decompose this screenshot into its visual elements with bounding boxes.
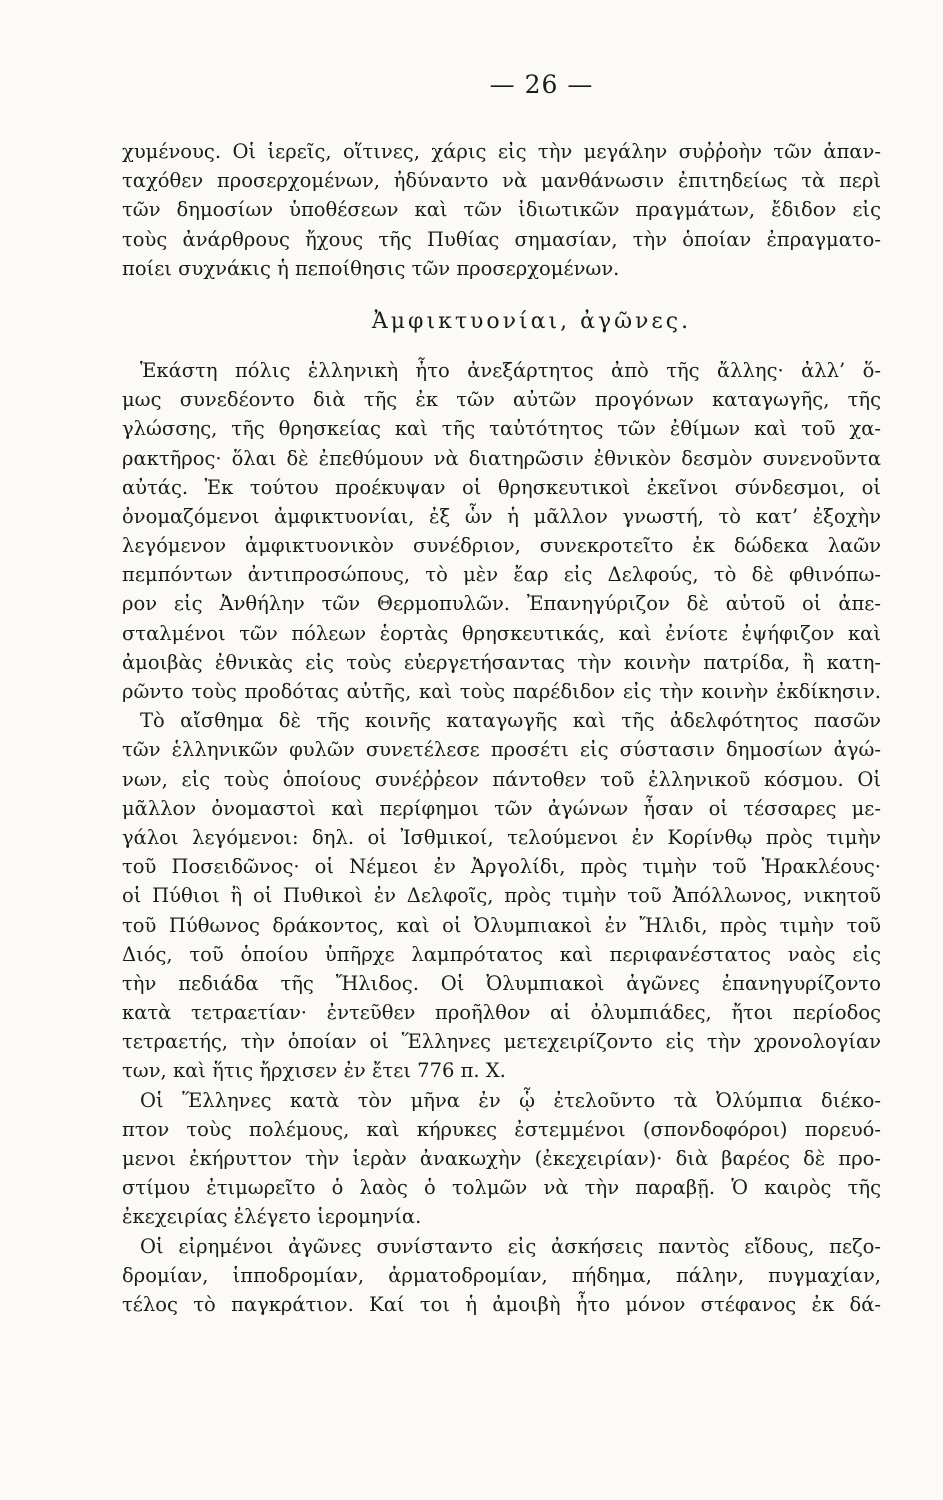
text-line: Διός, τοῦ ὁποίου ὑπῆρχε λαμπρότατος καὶ περιφανέστατος ναὸς εἰς (122, 942, 881, 966)
section-heading: Ἀμφικτυονίαι, ἀγῶνες. (371, 308, 692, 334)
text-line: χυμένους. Οἱ ἱερεῖς, οἵτινες, χάρις εἰς τὴν μεγάλην συῤῥοὴν τῶν ἁπαν- (122, 140, 881, 163)
text-line: σταλμένοι τῶν πόλεων ἑορτὰς θρησκευτικάς, καὶ ἐνίοτε ἐψήφιζον καὶ (122, 621, 881, 645)
text-line: τὴν πεδιάδα τῆς Ἤλιδος. Οἱ Ὀλυμπιακοὶ ἀγῶνες ἐπανηγυρίζοντο (122, 971, 881, 995)
text-line: κατὰ τετραετίαν· ἐντεῦθεν προῆλθον αἱ ὀλυμπιάδες, ἤτοι περίοδος (122, 1001, 881, 1025)
text-line: πεμπόντων ἀντιπροσώπους, τὸ μὲν ἔαρ εἰς Δελφούς, τὸ δὲ φθινόπω- (122, 563, 881, 587)
text-line: Οἱ Ἕλληνες κατὰ τὸν μῆνα ἐν ᾧ ἐτελοῦντο τὰ Ὀλύμπια διέκο- (140, 1088, 881, 1112)
text-line: τετραετής, τὴν ὁποίαν οἱ Ἕλληνες μετεχειρίζοντο εἰς τὴν χρονολογίαν (122, 1030, 881, 1054)
text-line: πτον τοὺς πολέμους, καὶ κήρυκες ἐστεμμένοι (σπονδοφόροι) πορευό- (122, 1117, 881, 1141)
text-line: ἀμοιβὰς ἐθνικὰς εἰς τοὺς εὐεργετήσαντας τὴν κοινὴν πατρίδα, ἢ κατη- (122, 650, 881, 674)
text-line: μᾶλλον ὀνομαστοὶ καὶ περίφημοι τῶν ἀγώνων ἦσαν οἱ τέσσαρες με- (122, 796, 881, 820)
text-line: γλώσσης, τῆς θρησκείας καὶ τῆς ταὐτότητος τῶν ἐθίμων καὶ τοῦ χα- (122, 417, 881, 441)
text-line: μως συνεδέοντο διὰ τῆς ἐκ τῶν αὐτῶν προγόνων καταγωγῆς, τῆς (122, 388, 881, 412)
text-line: ταχόθεν προσερχομένων, ἠδύναντο νὰ μανθάνωσιν ἐπιτηδείως τὰ περὶ (122, 169, 881, 193)
text-line: τῶν δημοσίων ὑποθέσεων καὶ τῶν ἰδιωτικῶν πραγμάτων, ἔδιδον εἰς (122, 198, 881, 222)
text-line: Τὸ αἴσθημα δὲ τῆς κοινῆς καταγωγῆς καὶ τῆς ἀδελφότητος πασῶν (140, 709, 881, 733)
page-number: — 26 — (489, 70, 594, 99)
text-line: τῶν ἑλληνικῶν φυλῶν συνετέλεσε προσέτι εἰς σύστασιν δημοσίων ἀγώ- (122, 738, 881, 762)
text-line: τοὺς ἀνάρθρους ἤχους τῆς Πυθίας σημασίαν, τὴν ὁποίαν ἐπραγματο- (122, 227, 881, 251)
text-line: οἱ Πύθιοι ἢ οἱ Πυθικοὶ ἐν Δελφοῖς, πρὸς τιμὴν τοῦ Ἀπόλλωνος, νικητοῦ (122, 884, 881, 908)
text-line: ποίει συχνάκις ἡ πεποίθησις τῶν προσερχομένων. (122, 256, 620, 280)
text-line: Ἑκάστη πόλις ἑλληνικὴ ἦτο ἀνεξάρτητος ἀπὸ τῆς ἄλλης· ἀλλ’ ὅ- (140, 358, 881, 382)
text-line: μενοι ἐκήρυττον τὴν ἱερὰν ἀνακωχὴν (ἐκεχειρίαν)· διὰ βαρέος δὲ προ- (122, 1147, 881, 1170)
text-line: ρακτῆρος· ὅλαι δὲ ἐπεθύμουν νὰ διατηρῶσιν ἐθνικὸν δεσμὸν συνενοῦντα (122, 446, 881, 470)
text-line: αὐτάς. Ἐκ τούτου προέκυψαν οἱ θρησκευτικοὶ ἐκεῖνοι σύνδεσμοι, οἱ (122, 475, 881, 499)
paragraph-games (122, 706, 881, 1085)
paragraph-oracle (122, 137, 881, 283)
paragraph-truce (122, 1086, 881, 1232)
text-line: λεγόμενον ἀμφικτυονικὸν συνέδριον, συνεκροτεῖτο ἐκ δώδεκα λαῶν (122, 534, 881, 558)
text-line: Οἱ εἰρημένοι ἀγῶνες συνίσταντο εἰς ἀσκήσεις παντὸς εἴδους, πεζο- (140, 1234, 881, 1258)
text-line: ὀνομαζόμενοι ἀμφικτυονίαι, ἐξ ὧν ἡ μᾶλλον γνωστή, τὸ κατ’ ἐξοχὴν (122, 504, 881, 528)
text-line: τέλος τὸ παγκράτιον. Καί τοι ἡ ἀμοιβὴ ἦτο μόνον στέφανος ἐκ δά- (122, 1292, 881, 1316)
text-line: τοῦ Ποσειδῶνος· οἱ Νέμεοι ἐν Ἀργολίδι, πρὸς τιμὴν τοῦ Ἡρακλέους· (122, 855, 881, 879)
text-line: ἐκεχειρίας ἐλέγετο ἱερομηνία. (122, 1205, 422, 1229)
text-line: δρομίαν, ἱπποδρομίαν, ἁρματοδρομίαν, πήδημα, πάλην, πυγμαχίαν, (122, 1263, 881, 1287)
paragraph-contests (122, 1232, 881, 1320)
text-line: γάλοι λεγόμενοι: δηλ. οἱ Ἰσθμικοί, τελούμενοι ἐν Κορίνθῳ πρὸς τιμὴν (122, 825, 881, 849)
text-line: νων, εἰς τοὺς ὁποίους συνέῤῥεον πάντοθεν τοῦ ἑλληνικοῦ κόσμου. Οἱ (122, 767, 881, 791)
text-line: ρον εἰς Ἀνθήλην τῶν Θερμοπυλῶν. Ἐπανηγύριζον δὲ αὐτοῦ οἱ ἀπε- (122, 592, 881, 616)
text-line: τοῦ Πύθωνος δράκοντος, καὶ οἱ Ὀλυμπιακοὶ ἐν Ἤλιδι, πρὸς τιμὴν τοῦ (122, 913, 881, 937)
text-line: στίμου ἐτιμωρεῖτο ὁ λαὸς ὁ τολμῶν νὰ τὴν παραβῇ. Ὁ καιρὸς τῆς (122, 1176, 881, 1200)
text-line: των, καὶ ἥτις ἤρχισεν ἐν ἔτει 776 π. Χ. (122, 1059, 506, 1083)
paragraph-amphictyonies (122, 356, 881, 706)
text-line: ρῶντο τοὺς προδότας αὐτῆς, καὶ τοὺς παρέδιδον εἰς τὴν κοινὴν ἐκδίκησιν. (122, 680, 881, 703)
